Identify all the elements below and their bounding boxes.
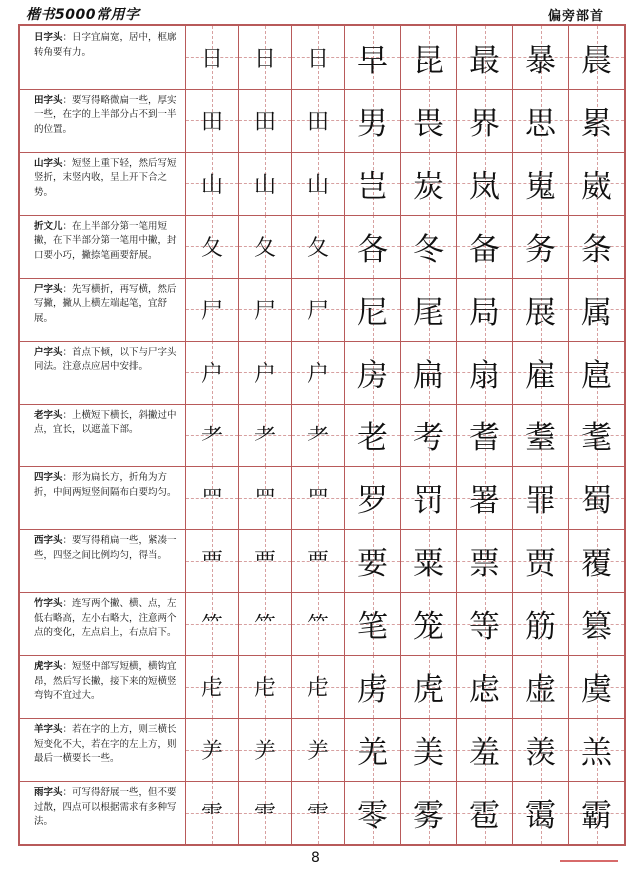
example-cell <box>457 152 513 215</box>
radical-description <box>20 592 186 655</box>
example-character: 最 <box>469 42 500 79</box>
example-character: 羌 <box>357 735 388 772</box>
table-row <box>20 215 624 278</box>
example-character: 霭 <box>525 798 556 835</box>
row-divider <box>20 466 624 467</box>
example-character: 房 <box>357 357 388 394</box>
example-character: 暴 <box>525 42 556 79</box>
radical-cell <box>239 404 292 467</box>
radical-glyph: 罒 <box>306 487 329 513</box>
radical-desc-text: ：日字宜扁宽，居中，框廓转角要有力。 <box>34 32 177 58</box>
example-character: 昆 <box>413 42 444 79</box>
radical-cell <box>239 781 292 844</box>
table-row <box>20 404 624 467</box>
example-character: 罪 <box>525 483 556 520</box>
example-character: 署 <box>469 483 500 520</box>
radical-description <box>20 215 186 278</box>
radical-desc-text: ：若在字的上方，则三横长短变化不大，若在字的左上方，则最后一横要长一些。 <box>34 724 177 765</box>
radical-name: 田字头 <box>34 94 63 106</box>
example-character: 罗 <box>357 483 388 520</box>
radical-description <box>20 89 186 152</box>
example-cell <box>569 278 624 341</box>
radical-glyph: 罒 <box>253 487 276 513</box>
example-cell <box>569 152 624 215</box>
example-character: 票 <box>469 546 500 583</box>
radical-description <box>20 278 186 341</box>
row-divider <box>20 404 624 405</box>
example-cell <box>401 278 457 341</box>
example-cell <box>401 341 457 404</box>
example-character: 要 <box>357 546 388 583</box>
example-character: 罚 <box>413 483 444 520</box>
radical-cell <box>186 718 239 781</box>
radical-glyph: 罒 <box>200 487 223 513</box>
example-character: 累 <box>581 105 612 142</box>
example-cell <box>457 215 513 278</box>
radical-glyph: 山 <box>253 172 276 198</box>
example-character: 虚 <box>525 672 556 709</box>
radical-cell <box>239 529 292 592</box>
example-character: 零 <box>357 798 388 835</box>
radical-name: 日字头 <box>34 32 63 43</box>
example-cell <box>513 404 569 467</box>
radical-name: 尸字头 <box>34 283 63 295</box>
radical-cell <box>292 26 345 89</box>
example-character: 虞 <box>581 672 612 709</box>
example-character: 男 <box>357 105 388 142</box>
example-cell <box>513 278 569 341</box>
example-character: 思 <box>525 105 556 142</box>
radical-glyph: ⻗ <box>200 802 223 828</box>
radical-desc-text: ：在上半部分第一笔用短撇，在下半部分第一笔用中撇，封口要小巧，撇捺笔画要舒展。 <box>34 220 177 261</box>
row-divider <box>20 529 624 530</box>
example-character: 耋 <box>525 420 556 457</box>
example-character: 展 <box>525 294 556 331</box>
radical-description <box>20 26 186 89</box>
radical-cell <box>292 655 345 718</box>
radical-cell <box>186 215 239 278</box>
example-cell <box>513 341 569 404</box>
example-character: 粟 <box>413 546 444 583</box>
example-character: 虑 <box>469 672 500 709</box>
radical-cell <box>186 592 239 655</box>
radical-glyph: 夂 <box>200 235 223 261</box>
radical-cell <box>186 152 239 215</box>
example-character: 岚 <box>469 168 500 205</box>
radical-glyph: 日 <box>306 46 329 72</box>
example-cell <box>513 89 569 152</box>
example-character: 各 <box>357 231 388 268</box>
radical-cell <box>292 592 345 655</box>
radical-glyph: 田 <box>253 109 276 135</box>
radical-glyph: 虍 <box>200 676 223 702</box>
radical-cell <box>239 718 292 781</box>
radical-glyph: ⻗ <box>306 802 329 828</box>
example-cell <box>569 466 624 529</box>
radical-name: 竹字头 <box>34 598 63 610</box>
radical-glyph: 夂 <box>253 235 276 261</box>
radical-glyph: 山 <box>306 172 329 198</box>
example-character: 羡 <box>525 735 556 772</box>
example-character: 虎 <box>413 672 444 709</box>
example-cell <box>513 26 569 89</box>
radical-glyph: 山 <box>200 172 223 198</box>
radical-name: 羊字头 <box>34 724 63 736</box>
example-character: 扈 <box>581 357 612 394</box>
example-cell <box>513 781 569 844</box>
example-cell <box>457 89 513 152</box>
radical-glyph: 耂 <box>306 424 329 450</box>
radical-description <box>20 529 186 592</box>
radical-glyph: 日 <box>200 46 223 72</box>
example-cell <box>401 781 457 844</box>
example-cell <box>345 466 401 529</box>
radical-glyph: ⺶ <box>306 739 329 765</box>
radical-glyph: 覀 <box>200 550 223 576</box>
radical-cell <box>239 89 292 152</box>
radical-cell <box>186 529 239 592</box>
example-cell <box>513 718 569 781</box>
radical-cell <box>186 341 239 404</box>
radical-glyph: 耂 <box>200 424 223 450</box>
example-character: 等 <box>469 609 500 646</box>
example-cell <box>457 26 513 89</box>
book-title: 楷书5000常用字 <box>26 7 140 23</box>
example-character: 嵬 <box>525 168 556 205</box>
example-character: 冬 <box>413 231 444 268</box>
example-cell <box>569 404 624 467</box>
radical-desc-text: ：连写两个撇、横、点，左低右略高，左小右略大，注意两个点的变化，左点启上，右点启下。 <box>34 598 177 639</box>
example-cell <box>569 781 624 844</box>
example-cell <box>345 781 401 844</box>
example-character: 耄 <box>581 420 612 457</box>
radical-glyph: 田 <box>306 109 329 135</box>
row-divider <box>20 152 624 153</box>
example-character: 老 <box>357 420 388 457</box>
radical-glyph: ⺶ <box>200 739 223 765</box>
example-cell <box>569 529 624 592</box>
radical-name: 西字头 <box>34 535 63 547</box>
radical-cell <box>239 26 292 89</box>
example-character: 局 <box>469 294 500 331</box>
example-character: 美 <box>413 735 444 772</box>
example-character: 雾 <box>413 798 444 835</box>
example-cell <box>457 592 513 655</box>
radical-glyph: 户 <box>200 361 223 387</box>
radical-cell <box>292 466 345 529</box>
example-cell <box>457 781 513 844</box>
radical-cell <box>292 341 345 404</box>
radical-name: 四字头 <box>34 472 63 484</box>
radical-cell <box>292 152 345 215</box>
page-header <box>18 0 626 24</box>
radical-cell <box>292 718 345 781</box>
example-character: 霸 <box>581 798 612 835</box>
example-cell <box>345 341 401 404</box>
radical-cell <box>292 781 345 844</box>
example-cell <box>401 404 457 467</box>
example-character: 筋 <box>525 609 556 646</box>
example-character: 早 <box>357 42 388 79</box>
row-divider <box>20 781 624 782</box>
example-cell <box>569 341 624 404</box>
radical-glyph: 耂 <box>253 424 276 450</box>
example-cell <box>457 718 513 781</box>
radical-glyph: 尸 <box>253 298 276 324</box>
example-character: 羞 <box>469 735 500 772</box>
table-row <box>20 592 624 655</box>
radical-name: 老字头 <box>34 409 63 421</box>
example-character: 晨 <box>581 42 612 79</box>
row-divider <box>20 718 624 719</box>
radical-cell <box>186 404 239 467</box>
section-label: 偏旁部首 <box>547 9 604 24</box>
radical-glyph: 虍 <box>253 676 276 702</box>
radical-glyph: 日 <box>253 46 276 72</box>
radical-glyph: ⺮ <box>253 613 276 639</box>
radical-glyph: ⺮ <box>200 613 223 639</box>
radical-name: 山字头 <box>34 157 63 169</box>
example-cell <box>457 278 513 341</box>
radical-cell <box>186 466 239 529</box>
radical-glyph: ⺶ <box>253 739 276 765</box>
example-cell <box>401 152 457 215</box>
table-row <box>20 26 624 89</box>
radical-cell <box>186 89 239 152</box>
example-character: 贾 <box>525 546 556 583</box>
example-cell <box>345 718 401 781</box>
radical-glyph: 户 <box>306 361 329 387</box>
radical-desc-text: ：上横短下横长，斜撇过中点，宜长，以遮盖下部。 <box>34 409 177 436</box>
example-cell <box>569 215 624 278</box>
radical-glyph: ⺮ <box>306 613 329 639</box>
radical-name: 雨字头 <box>34 787 63 799</box>
table-row <box>20 89 624 152</box>
radical-desc-text: ：短竖上重下轻，然后写短竖折，末竖内收，呈上开下合之势。 <box>34 157 177 198</box>
example-character: 蜀 <box>581 483 612 520</box>
example-character: 耆 <box>469 420 500 457</box>
radical-description <box>20 655 186 718</box>
example-character: 属 <box>581 294 612 331</box>
example-cell <box>513 655 569 718</box>
radical-glyph: 覀 <box>253 550 276 576</box>
example-character: 尼 <box>357 294 388 331</box>
radical-desc-text: ：可写得舒展一些，但不要过散，四点可以根据需求有多种写法。 <box>34 787 177 828</box>
example-cell <box>513 215 569 278</box>
example-cell <box>345 655 401 718</box>
example-cell <box>457 404 513 467</box>
table-row <box>20 655 624 718</box>
example-character: 笼 <box>413 609 444 646</box>
example-character: 尾 <box>413 294 444 331</box>
example-character: 条 <box>581 231 612 268</box>
row-divider <box>20 592 624 593</box>
example-cell <box>401 26 457 89</box>
example-character: 界 <box>469 105 500 142</box>
radical-cell <box>292 89 345 152</box>
radical-desc-text: ：短竖中部写短横，横钩宜昂，然后写长撇，接下来的短横竖弯钩不宜过大。 <box>34 661 177 702</box>
example-cell <box>345 278 401 341</box>
radical-cell <box>239 655 292 718</box>
row-divider <box>20 655 624 656</box>
radical-cell <box>239 341 292 404</box>
radical-cell <box>239 466 292 529</box>
radical-description <box>20 466 186 529</box>
radical-desc-text: ：形为扁长方，折角为方折，中间两短竖间隔布白要均匀。 <box>34 472 177 498</box>
radical-desc-text: ：先写横折，再写横，然后写撇，撇从上横左端起笔，宜舒展。 <box>34 283 177 324</box>
table-row <box>20 341 624 404</box>
table-row <box>20 466 624 529</box>
example-character: 虏 <box>357 672 388 709</box>
radical-cell <box>292 404 345 467</box>
radical-description <box>20 341 186 404</box>
row-divider <box>20 341 624 342</box>
radical-name: 虎字头 <box>34 661 63 673</box>
example-character: 备 <box>469 231 500 268</box>
radical-cell <box>186 278 239 341</box>
radical-glyph: 夂 <box>306 235 329 261</box>
example-character: 畏 <box>413 105 444 142</box>
example-cell <box>457 529 513 592</box>
example-cell <box>569 655 624 718</box>
example-cell <box>345 215 401 278</box>
row-divider <box>20 278 624 279</box>
radical-cell <box>186 655 239 718</box>
example-cell <box>513 592 569 655</box>
example-cell <box>401 718 457 781</box>
radical-description <box>20 404 186 467</box>
example-cell <box>345 152 401 215</box>
row-divider <box>20 89 624 90</box>
radical-cell <box>292 529 345 592</box>
example-cell <box>345 529 401 592</box>
radical-desc-text: ：首点下倾，以下与尸字头同法。注意点应居中安排。 <box>34 346 177 373</box>
table-row <box>20 781 624 844</box>
page-number: 8 <box>311 850 320 866</box>
example-character: 雹 <box>469 798 500 835</box>
row-divider <box>20 215 624 216</box>
radical-glyph: 虍 <box>306 676 329 702</box>
example-cell <box>569 89 624 152</box>
example-cell <box>457 466 513 529</box>
radical-name: 折文儿 <box>34 220 63 232</box>
example-cell <box>457 655 513 718</box>
radical-cell <box>239 592 292 655</box>
radical-cell <box>186 781 239 844</box>
example-cell <box>569 718 624 781</box>
example-cell <box>569 592 624 655</box>
radical-desc-text: ：要写得稍扁一些，紧凑一些，四竖之间比例均匀，得当。 <box>34 535 177 561</box>
example-character: 考 <box>413 420 444 457</box>
example-cell <box>345 592 401 655</box>
radical-glyph: 田 <box>200 109 223 135</box>
example-cell <box>401 215 457 278</box>
example-cell <box>345 89 401 152</box>
example-character: 务 <box>525 231 556 268</box>
footer-decoration <box>560 860 618 862</box>
example-character: 炭 <box>413 168 444 205</box>
table-row <box>20 529 624 592</box>
radical-glyph: 尸 <box>306 298 329 324</box>
example-cell <box>401 592 457 655</box>
example-character: 岂 <box>357 168 388 205</box>
example-cell <box>401 466 457 529</box>
example-cell <box>513 466 569 529</box>
example-character: 笔 <box>357 609 388 646</box>
example-character: 崴 <box>581 168 612 205</box>
example-cell <box>401 529 457 592</box>
radical-glyph: 户 <box>253 361 276 387</box>
example-character: 覆 <box>581 546 612 583</box>
example-character: 雇 <box>525 357 556 394</box>
radical-glyph: ⻗ <box>253 802 276 828</box>
radical-cell <box>186 26 239 89</box>
radical-cell <box>239 215 292 278</box>
example-cell <box>345 404 401 467</box>
example-cell <box>345 26 401 89</box>
radical-description <box>20 152 186 215</box>
radical-desc-text: ：要写得略微扁一些，厚实一些，在字的上半部分占不到一半的位置。 <box>34 94 177 135</box>
example-cell <box>401 655 457 718</box>
example-character: 羔 <box>581 735 612 772</box>
radical-glyph: 尸 <box>200 298 223 324</box>
table-row <box>20 152 624 215</box>
radical-description <box>20 781 186 844</box>
radical-cell <box>292 215 345 278</box>
example-cell <box>401 89 457 152</box>
radical-cell <box>239 278 292 341</box>
radical-description <box>20 718 186 781</box>
radical-glyph: 覀 <box>306 550 329 576</box>
table-row <box>20 278 624 341</box>
radical-cell <box>239 152 292 215</box>
example-cell <box>457 341 513 404</box>
example-character: 篡 <box>581 609 612 646</box>
table-row <box>20 718 624 781</box>
example-cell <box>513 529 569 592</box>
page-footer <box>0 846 640 870</box>
radical-cell <box>292 278 345 341</box>
example-character: 扇 <box>469 357 500 394</box>
practice-sheet <box>18 24 626 846</box>
example-cell <box>513 152 569 215</box>
radical-name: 户字头 <box>34 346 63 358</box>
example-cell <box>569 26 624 89</box>
example-character: 扁 <box>413 357 444 394</box>
